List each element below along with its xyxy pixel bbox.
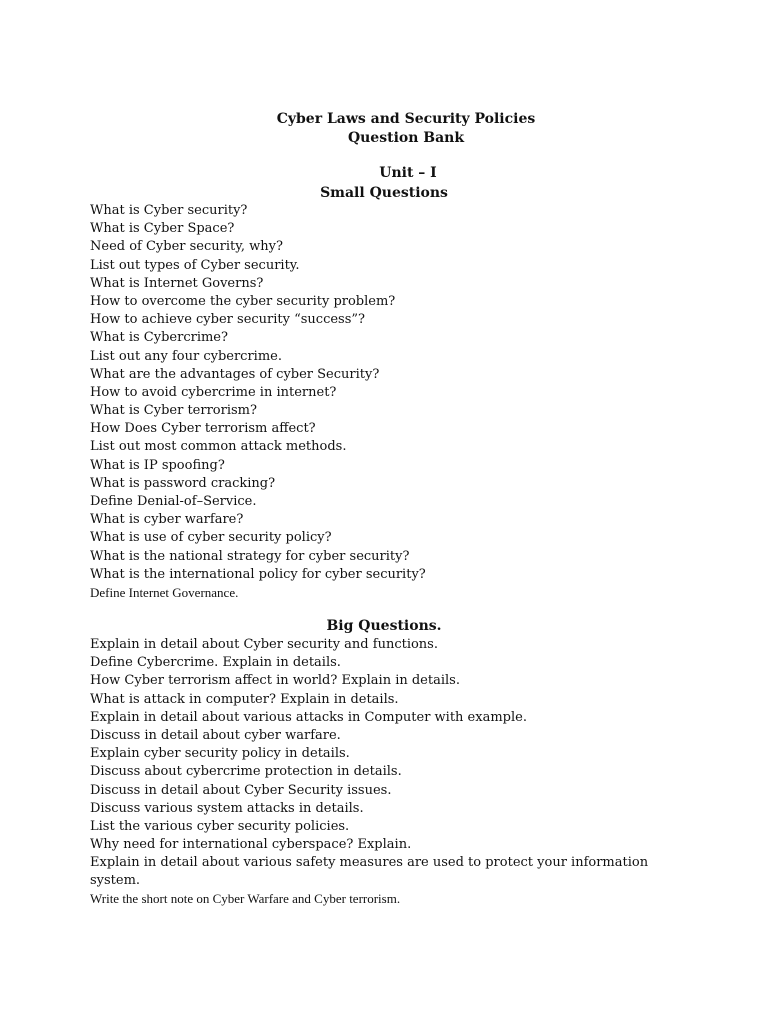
big-questions-heading: Big Questions. bbox=[326, 618, 442, 634]
list-item: What is Cyber terrorism? bbox=[90, 403, 257, 419]
document-subtitle: Question Bank bbox=[347, 130, 465, 146]
list-item: Write the short note on Cyber Warfare and Cyber terrorism. bbox=[90, 891, 401, 907]
list-item: Define Cybercrime. Explain in details. bbox=[90, 655, 341, 671]
small-questions-heading: Small Questions bbox=[320, 185, 448, 201]
list-item: How Does Cyber terrorism affect? bbox=[90, 421, 316, 437]
list-item: Why need for international cyberspace? Explain. bbox=[90, 837, 412, 853]
list-item: Discuss in detail about cyber warfare. bbox=[90, 727, 341, 743]
list-item: Define Internet Governance. bbox=[90, 584, 239, 600]
list-item: Discuss in detail about Cyber Security issues. bbox=[90, 782, 392, 798]
list-item: What is Internet Governs? bbox=[90, 275, 264, 291]
small-questions-list bbox=[90, 202, 650, 602]
list-item: What is Cybercrime? bbox=[90, 330, 228, 346]
list-item: What is use of cyber security policy? bbox=[90, 530, 332, 546]
list-item: Need of Cyber security, why? bbox=[90, 239, 283, 255]
list-item: Explain cyber security policy in details. bbox=[90, 746, 350, 762]
list-item: Define Denial-of–Service. bbox=[90, 494, 257, 509]
list-item: What is attack in computer? Explain in details. bbox=[90, 691, 399, 707]
list-item: How to avoid cybercrime in internet? bbox=[90, 384, 337, 400]
list-item: How to achieve cyber security “success”? bbox=[90, 312, 366, 328]
list-item: Explain in detail about various attacks in Computer with example. bbox=[90, 709, 527, 725]
list-item: Explain in detail about Cyber security and functions. bbox=[90, 637, 438, 652]
list-item: What is the international policy for cyber security? bbox=[90, 566, 426, 582]
list-item: What is password cracking? bbox=[90, 475, 276, 491]
list-item: List the various cyber security policies. bbox=[90, 818, 350, 834]
list-item: List out most common attack methods. bbox=[90, 439, 347, 455]
list-item: What is Cyber security? bbox=[90, 203, 248, 218]
list-item: List out types of Cyber security. bbox=[90, 257, 300, 273]
list-item: What are the advantages of cyber Security? bbox=[90, 366, 380, 382]
unit-heading: Unit – I bbox=[379, 165, 437, 181]
list-item: What is Cyber Space? bbox=[90, 221, 235, 237]
list-item: How to overcome the cyber security problem? bbox=[90, 293, 396, 309]
list-item: Discuss various system attacks in details. bbox=[90, 800, 364, 816]
list-item: What is the national strategy for cyber security? bbox=[90, 548, 410, 564]
list-item: How Cyber terrorism affect in world? Explain in details. bbox=[90, 673, 460, 689]
list-item: Discuss about cybercrime protection in details. bbox=[90, 764, 402, 780]
document-title: Cyber Laws and Security Policies bbox=[276, 111, 536, 127]
list-item: Explain in detail about various safety measures are used to protect your information system. bbox=[90, 855, 649, 889]
list-item: List out any four cybercrime. bbox=[90, 348, 282, 364]
big-questions-list bbox=[90, 636, 650, 908]
list-item: What is cyber warfare? bbox=[90, 512, 244, 528]
list-item: What is IP spoofing? bbox=[90, 457, 225, 473]
